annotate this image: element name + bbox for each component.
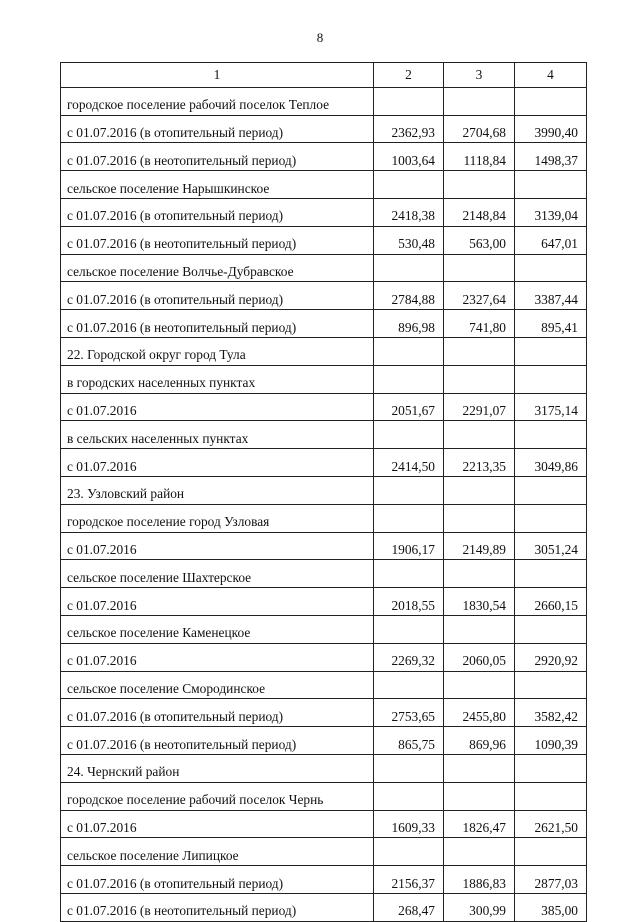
table-row	[61, 115, 587, 143]
row-label: городское поселение рабочий поселок Чернь	[61, 782, 374, 810]
row-label: с 01.07.2016 (в отопительный период)	[61, 699, 374, 727]
value-col-2: 865,75	[374, 727, 444, 755]
value-col-4: 1090,39	[515, 727, 587, 755]
value-col-3	[444, 365, 515, 393]
page-number: 8	[316, 30, 324, 45]
table-row	[61, 810, 587, 838]
row-label: сельское поселение Каменецкое	[61, 615, 374, 643]
value-col-2	[374, 254, 444, 282]
value-col-4: 385,00	[515, 893, 587, 921]
column-header-3: 3	[444, 63, 515, 88]
tariff-table	[60, 62, 587, 922]
value-col-3: 2704,68	[444, 115, 515, 143]
value-col-4: 3175,14	[515, 393, 587, 421]
row-label: 24. Чернский район	[61, 754, 374, 782]
value-col-3	[444, 754, 515, 782]
value-col-4	[515, 476, 587, 504]
value-col-3: 1826,47	[444, 810, 515, 838]
value-col-2	[374, 615, 444, 643]
value-col-3	[444, 476, 515, 504]
value-col-2	[374, 337, 444, 365]
table-row	[61, 532, 587, 560]
value-col-4: 3990,40	[515, 115, 587, 143]
row-label: в городских населенных пунктах	[61, 365, 374, 393]
value-col-2	[374, 421, 444, 449]
table-row	[61, 476, 587, 504]
value-col-2	[374, 365, 444, 393]
value-col-4	[515, 754, 587, 782]
value-col-2: 2051,67	[374, 393, 444, 421]
value-col-2: 1003,64	[374, 143, 444, 171]
column-header-2: 2	[374, 63, 444, 88]
value-col-2	[374, 504, 444, 532]
value-col-3: 2060,05	[444, 643, 515, 671]
column-header-1: 1	[61, 63, 374, 88]
value-col-2: 2753,65	[374, 699, 444, 727]
value-col-3: 1830,54	[444, 588, 515, 616]
value-col-3	[444, 504, 515, 532]
value-col-3	[444, 838, 515, 866]
row-label: сельское поселение Волчье-Дубравское	[61, 254, 374, 282]
row-label: сельское поселение Шахтерское	[61, 560, 374, 588]
table-row	[61, 643, 587, 671]
table-row	[61, 560, 587, 588]
row-label: с 01.07.2016 (в отопительный период)	[61, 866, 374, 894]
value-col-4: 2660,15	[515, 588, 587, 616]
table-row	[61, 254, 587, 282]
row-label: с 01.07.2016 (в неотопительный период)	[61, 727, 374, 755]
value-col-4: 895,41	[515, 310, 587, 338]
value-col-4: 1498,37	[515, 143, 587, 171]
table-row	[61, 87, 587, 115]
value-col-2: 2362,93	[374, 115, 444, 143]
value-col-4: 3051,24	[515, 532, 587, 560]
value-col-3: 2327,64	[444, 282, 515, 310]
value-col-2: 1906,17	[374, 532, 444, 560]
value-col-3: 1118,84	[444, 143, 515, 171]
value-col-2: 2269,32	[374, 643, 444, 671]
table-row	[61, 310, 587, 338]
row-label: с 01.07.2016	[61, 449, 374, 477]
table-row	[61, 699, 587, 727]
row-label: 23. Узловский район	[61, 476, 374, 504]
row-label: с 01.07.2016	[61, 532, 374, 560]
row-label: с 01.07.2016 (в неотопительный период)	[61, 893, 374, 921]
table-row	[61, 504, 587, 532]
value-col-4	[515, 365, 587, 393]
value-col-2	[374, 171, 444, 199]
table-header-row	[61, 63, 587, 88]
table-row	[61, 671, 587, 699]
value-col-3	[444, 560, 515, 588]
value-col-3: 2148,84	[444, 198, 515, 226]
value-col-4	[515, 171, 587, 199]
value-col-3: 2455,80	[444, 699, 515, 727]
table-row	[61, 588, 587, 616]
table-row	[61, 282, 587, 310]
value-col-4: 647,01	[515, 226, 587, 254]
value-col-4: 3049,86	[515, 449, 587, 477]
row-label: с 01.07.2016 (в отопительный период)	[61, 198, 374, 226]
row-label: с 01.07.2016 (в неотопительный период)	[61, 310, 374, 338]
row-label: городское поселение рабочий поселок Теплое	[61, 87, 374, 115]
table-row	[61, 615, 587, 643]
value-col-4: 2877,03	[515, 866, 587, 894]
value-col-4: 3139,04	[515, 198, 587, 226]
value-col-4	[515, 87, 587, 115]
row-label: 22. Городской округ город Тула	[61, 337, 374, 365]
table-row	[61, 143, 587, 171]
table-row	[61, 838, 587, 866]
row-label: с 01.07.2016	[61, 393, 374, 421]
value-col-3	[444, 254, 515, 282]
value-col-2: 896,98	[374, 310, 444, 338]
row-label: в сельских населенных пунктах	[61, 421, 374, 449]
value-col-4: 3387,44	[515, 282, 587, 310]
value-col-2: 2418,38	[374, 198, 444, 226]
value-col-3: 300,99	[444, 893, 515, 921]
value-col-2	[374, 476, 444, 504]
table-row	[61, 727, 587, 755]
table-row	[61, 893, 587, 921]
row-label: городское поселение город Узловая	[61, 504, 374, 532]
value-col-4	[515, 254, 587, 282]
table-row	[61, 226, 587, 254]
value-col-3	[444, 421, 515, 449]
value-col-4	[515, 671, 587, 699]
value-col-2	[374, 838, 444, 866]
table-row	[61, 754, 587, 782]
value-col-3: 2149,89	[444, 532, 515, 560]
column-header-4: 4	[515, 63, 587, 88]
table-row	[61, 421, 587, 449]
value-col-2	[374, 782, 444, 810]
value-col-3: 1886,83	[444, 866, 515, 894]
value-col-3: 741,80	[444, 310, 515, 338]
value-col-4	[515, 421, 587, 449]
value-col-2: 2414,50	[374, 449, 444, 477]
row-label: с 01.07.2016 (в неотопительный период)	[61, 226, 374, 254]
value-col-3: 2213,35	[444, 449, 515, 477]
row-label: сельское поселение Нарышкинское	[61, 171, 374, 199]
value-col-4	[515, 504, 587, 532]
table-row	[61, 171, 587, 199]
table-row	[61, 337, 587, 365]
value-col-4	[515, 615, 587, 643]
value-col-2: 1609,33	[374, 810, 444, 838]
value-col-2	[374, 754, 444, 782]
table-row	[61, 365, 587, 393]
table-row	[61, 393, 587, 421]
value-col-3: 563,00	[444, 226, 515, 254]
value-col-2	[374, 87, 444, 115]
value-col-3: 869,96	[444, 727, 515, 755]
value-col-3	[444, 171, 515, 199]
row-label: с 01.07.2016	[61, 643, 374, 671]
value-col-3	[444, 87, 515, 115]
table-row	[61, 782, 587, 810]
value-col-2: 2018,55	[374, 588, 444, 616]
value-col-2	[374, 671, 444, 699]
value-col-4	[515, 838, 587, 866]
value-col-4	[515, 560, 587, 588]
value-col-3	[444, 671, 515, 699]
value-col-4: 2920,92	[515, 643, 587, 671]
value-col-2: 2156,37	[374, 866, 444, 894]
value-col-3: 2291,07	[444, 393, 515, 421]
table-row	[61, 866, 587, 894]
row-label: сельское поселение Смородинское	[61, 671, 374, 699]
value-col-3	[444, 615, 515, 643]
row-label: сельское поселение Липицкое	[61, 838, 374, 866]
row-label: с 01.07.2016 (в неотопительный период)	[61, 143, 374, 171]
value-col-4: 2621,50	[515, 810, 587, 838]
row-label: с 01.07.2016 (в отопительный период)	[61, 282, 374, 310]
table-row	[61, 449, 587, 477]
value-col-4	[515, 337, 587, 365]
table-row	[61, 198, 587, 226]
table-body	[61, 63, 587, 922]
value-col-2	[374, 560, 444, 588]
value-col-4	[515, 782, 587, 810]
row-label: с 01.07.2016 (в отопительный период)	[61, 115, 374, 143]
value-col-2: 530,48	[374, 226, 444, 254]
row-label: с 01.07.2016	[61, 810, 374, 838]
value-col-2: 268,47	[374, 893, 444, 921]
value-col-3	[444, 337, 515, 365]
value-col-3	[444, 782, 515, 810]
value-col-2: 2784,88	[374, 282, 444, 310]
value-col-4: 3582,42	[515, 699, 587, 727]
row-label: с 01.07.2016	[61, 588, 374, 616]
